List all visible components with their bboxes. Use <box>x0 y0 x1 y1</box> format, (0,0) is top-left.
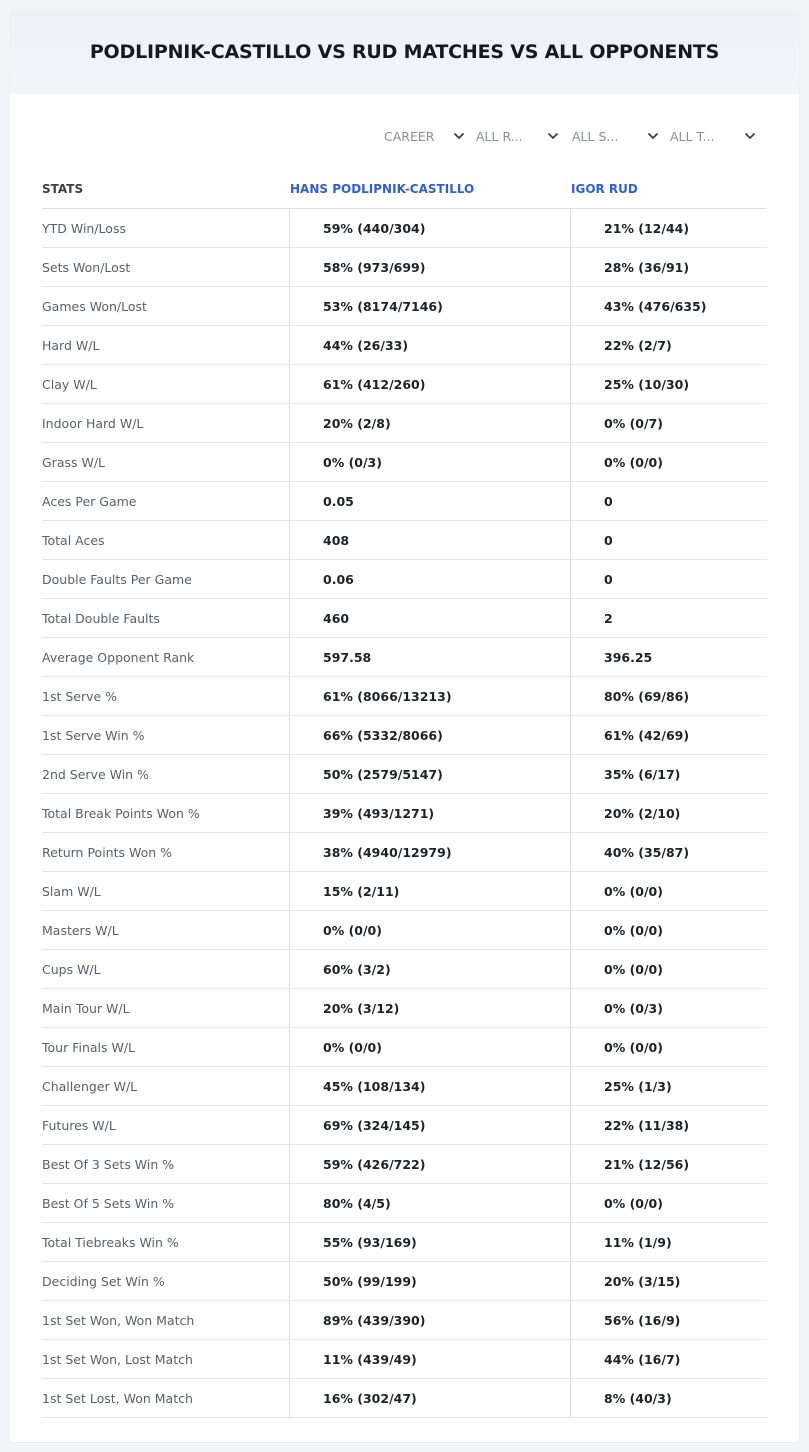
player1-value: 59% (426/722) <box>289 1145 570 1183</box>
stats-table <box>42 170 767 1418</box>
stat-label: Slam W/L <box>42 883 101 899</box>
stat-label: Challenger W/L <box>42 1078 138 1094</box>
table-row <box>42 599 767 638</box>
stat-label: Main Tour W/L <box>42 1000 130 1016</box>
player1-value: 89% (439/390) <box>289 1301 570 1339</box>
filter-period-select[interactable] <box>378 127 465 145</box>
table-row <box>42 1340 767 1379</box>
table-row <box>42 209 767 248</box>
stat-label: Return Points Won % <box>42 844 173 860</box>
player2-value: 43% (476/635) <box>570 287 767 325</box>
table-row <box>42 1028 767 1067</box>
player2-value: 8% (40/3) <box>570 1379 767 1417</box>
table-row <box>42 521 767 560</box>
player1-value: 460 <box>289 599 570 637</box>
player1-value: 80% (4/5) <box>289 1184 570 1222</box>
stat-label: Sets Won/Lost <box>42 259 131 275</box>
player1-value: 59% (440/304) <box>289 209 570 247</box>
table-row <box>42 1379 767 1418</box>
player2-value: 61% (42/69) <box>570 716 767 754</box>
filter-period-label: CAREER <box>384 128 435 144</box>
player1-value: 53% (8174/7146) <box>289 287 570 325</box>
player2-value: 80% (69/86) <box>570 677 767 715</box>
table-row <box>42 1067 767 1106</box>
player2-link[interactable]: IGOR RUD <box>571 182 638 196</box>
filter-round-label: ALL R... <box>476 128 523 144</box>
table-row <box>42 677 767 716</box>
table-row <box>42 1223 767 1262</box>
player2-value: 0 <box>570 521 767 559</box>
table-row <box>42 1145 767 1184</box>
player1-value: 44% (26/33) <box>289 326 570 364</box>
player1-value: 408 <box>289 521 570 559</box>
table-row <box>42 716 767 755</box>
player2-value: 0% (0/3) <box>570 989 767 1027</box>
player2-value: 0% (0/0) <box>570 872 767 910</box>
table-row <box>42 404 767 443</box>
player2-value: 22% (2/7) <box>570 326 767 364</box>
stat-label: 1st Set Lost, Won Match <box>42 1390 193 1406</box>
player1-value: 45% (108/134) <box>289 1067 570 1105</box>
table-row <box>42 872 767 911</box>
stat-label: Cups W/L <box>42 961 101 977</box>
stat-label: Total Tiebreaks Win % <box>42 1234 179 1250</box>
stat-label: Tour Finals W/L <box>42 1039 136 1055</box>
player2-value: 0% (0/0) <box>570 1028 767 1066</box>
player1-value: 0.06 <box>289 560 570 598</box>
table-row <box>42 833 767 872</box>
table-row <box>42 755 767 794</box>
card-header <box>10 10 799 94</box>
filter-surface-select[interactable] <box>569 127 659 145</box>
stat-label: Hard W/L <box>42 337 100 353</box>
filter-bar <box>378 127 756 145</box>
table-row <box>42 794 767 833</box>
table-row <box>42 560 767 599</box>
player1-value: 39% (493/1271) <box>289 794 570 832</box>
player2-value: 0 <box>570 482 767 520</box>
player2-value: 40% (35/87) <box>570 833 767 871</box>
table-row <box>42 950 767 989</box>
player1-value: 61% (8066/13213) <box>289 677 570 715</box>
column-header-stats: STATS <box>42 182 84 196</box>
player1-value: 0.05 <box>289 482 570 520</box>
table-header <box>42 170 767 209</box>
player2-value: 0% (0/0) <box>570 1184 767 1222</box>
chevron-down-icon <box>744 130 756 142</box>
filter-surface-label: ALL S... <box>572 128 619 144</box>
stat-label: Games Won/Lost <box>42 298 147 314</box>
stat-label: Total Aces <box>42 532 105 548</box>
player2-value: 0% (0/0) <box>570 950 767 988</box>
stat-label: Double Faults Per Game <box>42 571 192 587</box>
player1-value: 50% (99/199) <box>289 1262 570 1300</box>
player2-value: 0% (0/0) <box>570 443 767 481</box>
player2-value: 396.25 <box>570 638 767 676</box>
player2-value: 0 <box>570 560 767 598</box>
player1-value: 0% (0/0) <box>289 911 570 949</box>
player2-value: 11% (1/9) <box>570 1223 767 1261</box>
player2-value: 22% (11/38) <box>570 1106 767 1144</box>
player1-value: 58% (973/699) <box>289 248 570 286</box>
stat-label: Average Opponent Rank <box>42 649 195 665</box>
stat-label: Total Break Points Won % <box>42 805 200 821</box>
stat-label: Best Of 5 Sets Win % <box>42 1195 175 1211</box>
table-row <box>42 365 767 404</box>
player2-value: 0% (0/7) <box>570 404 767 442</box>
table-row <box>42 287 767 326</box>
stat-label: 1st Serve Win % <box>42 727 145 743</box>
player2-value: 21% (12/56) <box>570 1145 767 1183</box>
player2-value: 20% (2/10) <box>570 794 767 832</box>
filter-tournament-label: ALL T... <box>670 128 715 144</box>
player1-value: 66% (5332/8066) <box>289 716 570 754</box>
player2-value: 56% (16/9) <box>570 1301 767 1339</box>
stat-label: Grass W/L <box>42 454 106 470</box>
player1-value: 50% (2579/5147) <box>289 755 570 793</box>
player2-value: 2 <box>570 599 767 637</box>
stat-label: 1st Set Won, Lost Match <box>42 1351 193 1367</box>
player2-value: 20% (3/15) <box>570 1262 767 1300</box>
player2-value: 28% (36/91) <box>570 248 767 286</box>
stat-label: 1st Serve % <box>42 688 118 704</box>
stat-label: Masters W/L <box>42 922 119 938</box>
stat-label: Deciding Set Win % <box>42 1273 165 1289</box>
page-title: PODLIPNIK-CASTILLO VS RUD MATCHES VS ALL OPPONENTS <box>89 41 720 63</box>
stat-label: Futures W/L <box>42 1117 116 1133</box>
stat-label: 2nd Serve Win % <box>42 766 149 782</box>
player1-link[interactable]: HANS PODLIPNIK-CASTILLO <box>290 182 475 196</box>
player2-value: 35% (6/17) <box>570 755 767 793</box>
table-row <box>42 1184 767 1223</box>
player1-value: 69% (324/145) <box>289 1106 570 1144</box>
player1-value: 0% (0/0) <box>289 1028 570 1066</box>
stat-label: Indoor Hard W/L <box>42 415 144 431</box>
player2-value: 25% (10/30) <box>570 365 767 403</box>
player1-value: 20% (2/8) <box>289 404 570 442</box>
player1-value: 16% (302/47) <box>289 1379 570 1417</box>
table-row <box>42 443 767 482</box>
stat-label: Clay W/L <box>42 376 97 392</box>
chevron-down-icon <box>547 130 559 142</box>
player2-value: 25% (1/3) <box>570 1067 767 1105</box>
player1-value: 61% (412/260) <box>289 365 570 403</box>
table-row <box>42 638 767 677</box>
table-body <box>42 209 767 1418</box>
chevron-down-icon <box>647 130 659 142</box>
player1-value: 15% (2/11) <box>289 872 570 910</box>
filter-tournament-select[interactable] <box>667 127 756 145</box>
table-row <box>42 248 767 287</box>
stat-label: Best Of 3 Sets Win % <box>42 1156 175 1172</box>
table-row <box>42 482 767 521</box>
player2-value: 44% (16/7) <box>570 1340 767 1378</box>
table-row <box>42 1106 767 1145</box>
player1-value: 0% (0/3) <box>289 443 570 481</box>
stat-label: YTD Win/Loss <box>42 220 126 236</box>
table-row <box>42 1301 767 1340</box>
stats-card <box>10 10 799 1442</box>
player2-value: 0% (0/0) <box>570 911 767 949</box>
stat-label: Total Double Faults <box>42 610 160 626</box>
player2-value: 21% (12/44) <box>570 209 767 247</box>
player1-value: 60% (3/2) <box>289 950 570 988</box>
chevron-down-icon <box>453 130 465 142</box>
table-row <box>42 989 767 1028</box>
player1-value: 597.58 <box>289 638 570 676</box>
table-row <box>42 326 767 365</box>
table-row <box>42 911 767 950</box>
table-row <box>42 1262 767 1301</box>
filter-round-select[interactable] <box>473 127 559 145</box>
player1-value: 55% (93/169) <box>289 1223 570 1261</box>
player1-value: 20% (3/12) <box>289 989 570 1027</box>
stat-label: Aces Per Game <box>42 493 137 509</box>
player1-value: 11% (439/49) <box>289 1340 570 1378</box>
player1-value: 38% (4940/12979) <box>289 833 570 871</box>
stat-label: 1st Set Won, Won Match <box>42 1312 195 1328</box>
